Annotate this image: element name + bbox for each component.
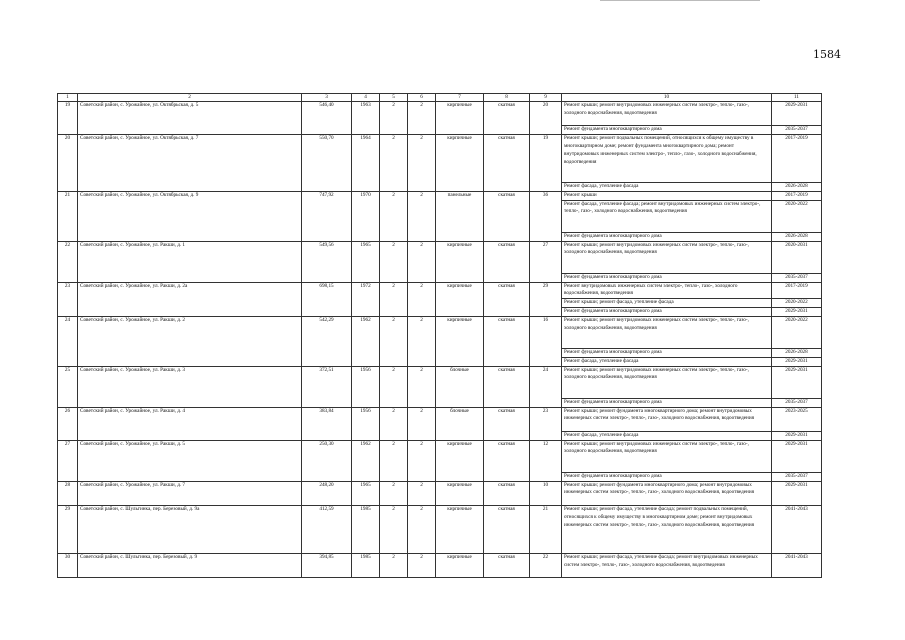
work-type-cell: Ремонт фундамента многоквартирного дома (562, 398, 772, 407)
flats-count-cell: 23 (530, 407, 562, 440)
floors-cell: 2 (380, 481, 408, 505)
work-type-cell: Ремонт фасада, утепление фасада (562, 182, 772, 191)
flats-count-cell: 27 (530, 241, 562, 282)
period-cell: 2035-2037 (772, 273, 822, 282)
table-row (58, 135, 822, 183)
area-cell: 250,30 (302, 440, 352, 481)
entrances-cell: 2 (408, 241, 436, 282)
entrances-cell: 2 (408, 282, 436, 316)
entrances-cell: 2 (408, 553, 436, 577)
column-number: 2 (78, 94, 302, 102)
roof-type-cell: скатная (484, 191, 530, 241)
floors-cell: 2 (380, 553, 408, 577)
area-cell: 542,29 (302, 316, 352, 366)
wall-material-cell: кирпичные (436, 481, 484, 505)
row-number: 19 (58, 102, 78, 135)
year-cell: 1965 (352, 241, 380, 282)
floors-cell: 2 (380, 506, 408, 554)
roof-type-cell: скатная (484, 241, 530, 282)
flats-count-cell: 36 (530, 191, 562, 241)
work-type-cell: Ремонт крыши; ремонт подвальных помещений, относящихся к общему имуществу в многоквартирном доме; ремонт фундамента многоквартирного дома; ремонт внутридомовых инженерных систем электро-, тепло-, газо-, холодного водоснабжения, водоотведения (562, 135, 772, 183)
floors-cell: 2 (380, 102, 408, 135)
year-cell: 1970 (352, 191, 380, 241)
roof-type-cell: скатная (484, 102, 530, 135)
work-type-cell: Ремонт крыши; ремонт внутридомовых инженерных систем электро-, тепло-, газо-, холодного водоснабжения, водоотведения (562, 366, 772, 398)
floors-cell: 2 (380, 241, 408, 282)
table-row (58, 481, 822, 505)
table-row (58, 102, 822, 126)
work-type-cell: Ремонт крыши; ремонт внутридомовых инженерных систем электро-, тепло-, газо-, холодного водоснабжения, водоотведения (562, 316, 772, 348)
table-row (58, 316, 822, 348)
work-type-cell: Ремонт фундамента многоквартирного дома (562, 307, 772, 316)
work-type-cell: Ремонт фундамента многоквартирного дома (562, 348, 772, 357)
address-cell: Советский район, с. Урожайное, ул. Ракши, д. 2 (78, 316, 302, 366)
table-row (58, 241, 822, 273)
wall-material-cell: кирпичные (436, 506, 484, 554)
row-number: 22 (58, 241, 78, 282)
work-type-cell: Ремонт крыши (562, 191, 772, 200)
work-type-cell: Ремонт внутридомовых инженерных систем электро-, тепло-, газо-, холодного водоснабжения, водоотведения (562, 282, 772, 299)
year-cell: 1964 (352, 135, 380, 192)
roof-type-cell: скатная (484, 506, 530, 554)
entrances-cell: 2 (408, 440, 436, 481)
entrances-cell: 2 (408, 316, 436, 366)
period-cell: 2020-2022 (772, 200, 822, 232)
flats-count-cell: 29 (530, 282, 562, 316)
column-number: 6 (408, 94, 436, 102)
year-cell: 1985 (352, 553, 380, 577)
roof-type-cell: скатная (484, 135, 530, 192)
area-cell: 372,51 (302, 366, 352, 407)
roof-type-cell: скатная (484, 481, 530, 505)
work-type-cell: Ремонт крыши; ремонт фасада, утепление фасада (562, 299, 772, 308)
wall-material-cell: кирпичные (436, 282, 484, 316)
period-cell: 2029-2031 (772, 366, 822, 398)
entrances-cell: 2 (408, 102, 436, 135)
year-cell: 1962 (352, 316, 380, 366)
period-cell: 2041-2043 (772, 506, 822, 554)
work-type-cell: Ремонт фундамента многоквартирного дома (562, 126, 772, 135)
roof-type-cell: скатная (484, 407, 530, 440)
table-row (58, 553, 822, 577)
column-number: 11 (772, 94, 822, 102)
address-cell: Советский район, с. Урожайное, ул. Ракши, д. 2а (78, 282, 302, 316)
column-number: 1 (58, 94, 78, 102)
period-cell: 2035-2037 (772, 126, 822, 135)
row-number: 26 (58, 407, 78, 440)
area-cell: 550,70 (302, 135, 352, 192)
period-cell: 2029-2031 (772, 431, 822, 440)
row-number: 30 (58, 553, 78, 577)
period-cell: 2020-2031 (772, 241, 822, 273)
flats-count-cell: 16 (530, 316, 562, 366)
address-cell: Советский район, с. Шульгинка, пер. Березовый, д. 9 (78, 553, 302, 577)
wall-material-cell: блочные (436, 407, 484, 440)
address-cell: Советский район, с. Урожайное, ул. Ракши, д. 1 (78, 241, 302, 282)
period-cell: 2029-2031 (772, 307, 822, 316)
flats-count-cell: 21 (530, 506, 562, 554)
area-cell: 549,56 (302, 241, 352, 282)
flats-count-cell: 20 (530, 102, 562, 135)
work-type-cell: Ремонт крыши; ремонт внутридомовых инженерных систем электро-, тепло-, газо-, холодного водоснабжения, водоотведения (562, 102, 772, 126)
roof-type-cell: скатная (484, 366, 530, 407)
period-cell: 2026-2028 (772, 182, 822, 191)
wall-material-cell: кирпичные (436, 241, 484, 282)
work-type-cell: Ремонт крыши; ремонт фасада, утепление фасада; ремонт подвальных помещений, относящихся к общему имуществу в многоквартирном доме; ремонт внутридомовых инженерных систем электро-, тепло-, газо-, холодного водоснабжения, водоотведения (562, 506, 772, 554)
roof-type-cell: скатная (484, 553, 530, 577)
period-cell: 2017-2019 (772, 191, 822, 200)
floors-cell: 2 (380, 366, 408, 407)
wall-material-cell: блочные (436, 366, 484, 407)
housing-register-table (57, 93, 822, 578)
period-cell: 2029-2031 (772, 357, 822, 366)
wall-material-cell: кирпичные (436, 135, 484, 192)
column-number: 8 (484, 94, 530, 102)
year-cell: 1985 (352, 506, 380, 554)
table-row (58, 440, 822, 472)
floors-cell: 2 (380, 282, 408, 316)
wall-material-cell: кирпичные (436, 440, 484, 481)
table-row (58, 191, 822, 200)
column-number: 5 (380, 94, 408, 102)
work-type-cell: Ремонт фундамента многоквартирного дома (562, 472, 772, 481)
floors-cell: 2 (380, 407, 408, 440)
table-row (58, 506, 822, 554)
period-cell: 2026-2028 (772, 232, 822, 241)
period-cell: 2026-2028 (772, 348, 822, 357)
year-cell: 1956 (352, 407, 380, 440)
row-number: 28 (58, 481, 78, 505)
roof-type-cell: скатная (484, 316, 530, 366)
column-number: 3 (302, 94, 352, 102)
work-type-cell: Ремонт крыши; ремонт внутридомовых инженерных систем электро-, тепло-, газо-, холодного водоснабжения, водоотведения (562, 440, 772, 472)
year-cell: 1962 (352, 440, 380, 481)
work-type-cell: Ремонт фундамента многоквартирного дома (562, 273, 772, 282)
flats-count-cell: 12 (530, 440, 562, 481)
work-type-cell: Ремонт фундамента многоквартирного дома (562, 232, 772, 241)
row-number: 27 (58, 440, 78, 481)
row-number: 25 (58, 366, 78, 407)
area-cell: 412,59 (302, 506, 352, 554)
year-cell: 1972 (352, 282, 380, 316)
work-type-cell: Ремонт фасада, утепление фасада (562, 357, 772, 366)
period-cell: 2041-2043 (772, 553, 822, 577)
roof-type-cell: скатная (484, 440, 530, 481)
flats-count-cell: 24 (530, 366, 562, 407)
floors-cell: 2 (380, 316, 408, 366)
work-type-cell: Ремонт фасада, утепление фасада; ремонт внутридомовых инженерных систем электро-, тепло-, газо-, холодного водоснабжения, водоотведения (562, 200, 772, 232)
flats-count-cell: 22 (530, 553, 562, 577)
period-cell: 2029-2031 (772, 102, 822, 126)
floors-cell: 2 (380, 135, 408, 192)
floors-cell: 2 (380, 191, 408, 241)
area-cell: 546,40 (302, 102, 352, 135)
year-cell: 1956 (352, 366, 380, 407)
page-number: 1584 (813, 48, 841, 61)
table-row (58, 407, 822, 431)
row-number: 23 (58, 282, 78, 316)
address-cell: Советский район, с. Урожайное, ул. Октябрьская, д. 5 (78, 102, 302, 135)
address-cell: Советский район, с. Урожайное, ул. Ракши, д. 5 (78, 440, 302, 481)
address-cell: Советский район, с. Урожайное, ул. Ракши, д. 3 (78, 366, 302, 407)
address-cell: Советский район, с. Урожайное, ул. Ракши, д. 4 (78, 407, 302, 440)
period-cell: 2035-2037 (772, 398, 822, 407)
row-number: 24 (58, 316, 78, 366)
year-cell: 1965 (352, 481, 380, 505)
address-cell: Советский район, с. Урожайное, ул. Октябрьская, д. 9 (78, 191, 302, 241)
entrances-cell: 2 (408, 481, 436, 505)
column-number: 4 (352, 94, 380, 102)
period-cell: 2020-2022 (772, 316, 822, 348)
wall-material-cell: кирпичные (436, 553, 484, 577)
table-row (58, 282, 822, 299)
scan-edge-mark (600, 0, 760, 1)
work-type-cell: Ремонт фасада, утепление фасада (562, 431, 772, 440)
column-number: 7 (436, 94, 484, 102)
period-cell: 2020-2022 (772, 299, 822, 308)
entrances-cell: 2 (408, 506, 436, 554)
area-cell: 698,15 (302, 282, 352, 316)
address-cell: Советский район, с. Шульгинка, пер. Березовый, д. 9а (78, 506, 302, 554)
entrances-cell: 2 (408, 407, 436, 440)
column-number: 9 (530, 94, 562, 102)
entrances-cell: 2 (408, 191, 436, 241)
period-cell: 2035-2037 (772, 472, 822, 481)
roof-type-cell: скатная (484, 282, 530, 316)
row-number: 29 (58, 506, 78, 554)
column-number-row (58, 94, 822, 102)
period-cell: 2023-2025 (772, 407, 822, 431)
row-number: 21 (58, 191, 78, 241)
year-cell: 1963 (352, 102, 380, 135)
flats-count-cell: 10 (530, 481, 562, 505)
wall-material-cell: кирпичные (436, 102, 484, 135)
period-cell: 2029-2031 (772, 440, 822, 472)
period-cell: 2017-2019 (772, 282, 822, 299)
period-cell: 2017-2019 (772, 135, 822, 183)
period-cell: 2029-2031 (772, 481, 822, 505)
area-cell: 394,85 (302, 553, 352, 577)
floors-cell: 2 (380, 440, 408, 481)
work-type-cell: Ремонт крыши; ремонт фундамента многоквартирного дома; ремонт внутридомовых инженерных систем электро-, тепло-, газо-, холодного водоснабжения, водоотведения (562, 407, 772, 431)
wall-material-cell: панельные (436, 191, 484, 241)
wall-material-cell: кирпичные (436, 316, 484, 366)
entrances-cell: 2 (408, 366, 436, 407)
address-cell: Советский район, с. Урожайное, ул. Ракши, д. 7 (78, 481, 302, 505)
area-cell: 383,84 (302, 407, 352, 440)
area-cell: 248,20 (302, 481, 352, 505)
column-number: 10 (562, 94, 772, 102)
work-type-cell: Ремонт крыши; ремонт внутридомовых инженерных систем электро-, тепло-, газо-, холодного водоснабжения, водоотведения (562, 241, 772, 273)
flats-count-cell: 19 (530, 135, 562, 192)
entrances-cell: 2 (408, 135, 436, 192)
row-number: 20 (58, 135, 78, 192)
area-cell: 747,92 (302, 191, 352, 241)
address-cell: Советский район, с. Урожайное, ул. Октябрьская, д. 7 (78, 135, 302, 192)
work-type-cell: Ремонт крыши; ремонт фасада, утепление фасада; ремонт внутридомовых инженерных систем электро-, тепло-, газо-, холодного водоснабжения, водоотведения (562, 553, 772, 577)
table-row (58, 366, 822, 398)
work-type-cell: Ремонт крыши; ремонт фундамента многоквартирного дома; ремонт внутридомовых инженерных систем электро-, тепло-, газо-, холодного водоснабжения, водоотведения (562, 481, 772, 505)
